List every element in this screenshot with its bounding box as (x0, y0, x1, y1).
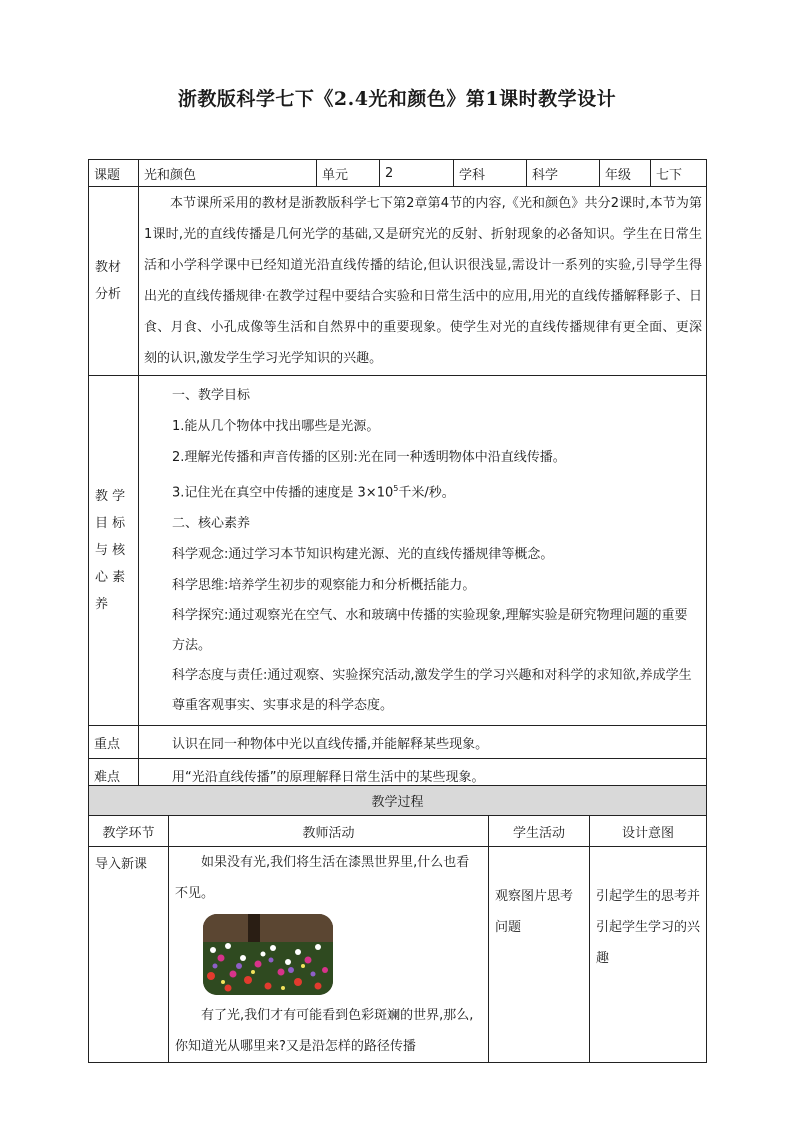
photo-container (175, 909, 480, 1000)
literacy-item: 科学思维:培养学生初步的观察能力和分析概括能力。 (172, 578, 476, 594)
teacher-activity-cell (169, 847, 489, 1063)
literacy-heading: 二、核心素养 (172, 516, 251, 532)
topic-value: 光和颜色 (139, 160, 317, 187)
objectives-heading: 一、教学目标 (172, 388, 251, 403)
goal3-prefix: 3.记住光在真空中传播的速度是 3×10 (172, 485, 394, 501)
analysis-text: 本节课所采用的教材是浙教版科学七下第2章第4节的内容,《光和颜色》共分2课时,本节为第1课时,光的直线传播是几何光学的基础,又是研究光的反射、折射现象的必备知识。学生在日常生活和小学科学课中已经知道光沿直线传播的结论,但认识很浅显,需设计一系列的实验,引导学生得出光的直线传播规律·在教学过程中要结合实验和日常生活中的应用,用光的直线传播解释影子、日食、月食、小孔成像等生活和自然界中的重要现象。使学生对光的直线传播规律有更全面、更深刻的认识,激发学生学习光学知识的兴趣。 (144, 196, 702, 366)
student-activity-cell: 观察图片思考问题 (489, 847, 590, 1063)
design-intent-cell: 引起学生的思考并引起学生学习的兴趣 (590, 847, 707, 1063)
literacy-item: 科学探究:通过观察光在空气、水和玻璃中传播的实验现象,理解实验是研究物理问题的重要方法。 (172, 608, 688, 654)
unit-value: 2 (380, 160, 454, 187)
process-columns-row (89, 816, 707, 847)
col-student: 学生活动 (489, 816, 590, 847)
objectives-label-line: 教 学 (95, 489, 126, 505)
info-row (89, 160, 707, 187)
teacher-text: 如果没有光,我们将生活在漆黑世界里,什么也看不见。 (175, 855, 470, 901)
literacy-item: 科学观念:通过学习本节知识构建光源、光的直线传播规律等概念。 (172, 547, 554, 563)
unit-label: 单元 (317, 160, 380, 187)
difficulty-text: 用“光沿直线传播”的原理解释日常生活中的某些现象。 (139, 759, 707, 792)
stage-cell: 导入新课 (89, 847, 169, 1063)
key-point-row (89, 726, 707, 759)
topic-label: 课题 (89, 160, 139, 187)
analysis-row (89, 187, 707, 376)
col-intent: 设计意图 (590, 816, 707, 847)
process-table (88, 785, 707, 1063)
teacher-text: 有了光,我们才有可能看到色彩斑斓的世界,那么,你知道光从哪里来?又是沿怎样的路径传播 (175, 1008, 474, 1054)
objectives-label-line: 心 素 (95, 570, 126, 586)
col-teacher: 教师活动 (169, 816, 489, 847)
objectives-label-line: 养 (95, 597, 109, 613)
analysis-cell (139, 187, 707, 376)
objectives-label (89, 376, 139, 726)
process-row-intro (89, 847, 707, 1063)
objectives-row (89, 376, 707, 726)
goal3-exponent: 5 (393, 484, 399, 493)
objectives-cell (139, 376, 707, 726)
objectives-label-line: 目 标 (95, 516, 126, 532)
subject-label: 学科 (454, 160, 527, 187)
analysis-label (89, 187, 139, 376)
key-point-text: 认识在同一种物体中光以直线传播,并能解释某些现象。 (139, 726, 707, 759)
goal3-suffix: 千米/秒。 (398, 485, 455, 501)
col-stage: 教学环节 (89, 816, 169, 847)
goal-item: 2.理解光传播和声音传播的区别:光在同一种透明物体中沿直线传播。 (172, 450, 566, 465)
process-header: 教学过程 (89, 786, 707, 816)
grade-label: 年级 (600, 160, 651, 187)
difficulty-label: 难点 (89, 759, 139, 792)
subject-value: 科学 (527, 160, 600, 187)
lesson-info-table (88, 159, 707, 792)
objectives-label-line: 与 核 (95, 543, 126, 559)
flowers-photo (203, 914, 333, 995)
literacy-item: 科学态度与责任:通过观察、实验探究活动,激发学生的学习兴趣和对科学的求知欲,养成学生尊重客观事实、实事求是的科学态度。 (172, 668, 692, 714)
process-header-row (89, 786, 707, 816)
grade-value: 七下 (651, 160, 707, 187)
analysis-label-line2: 分析 (95, 287, 122, 302)
document-title: 浙教版科学七下《2.4光和颜色》第1课时教学设计 (177, 88, 617, 110)
key-point-label: 重点 (89, 726, 139, 759)
goal-item: 1.能从几个物体中找出哪些是光源。 (172, 419, 380, 434)
goal-item (172, 473, 698, 508)
analysis-label-line1: 教材 (95, 260, 122, 275)
